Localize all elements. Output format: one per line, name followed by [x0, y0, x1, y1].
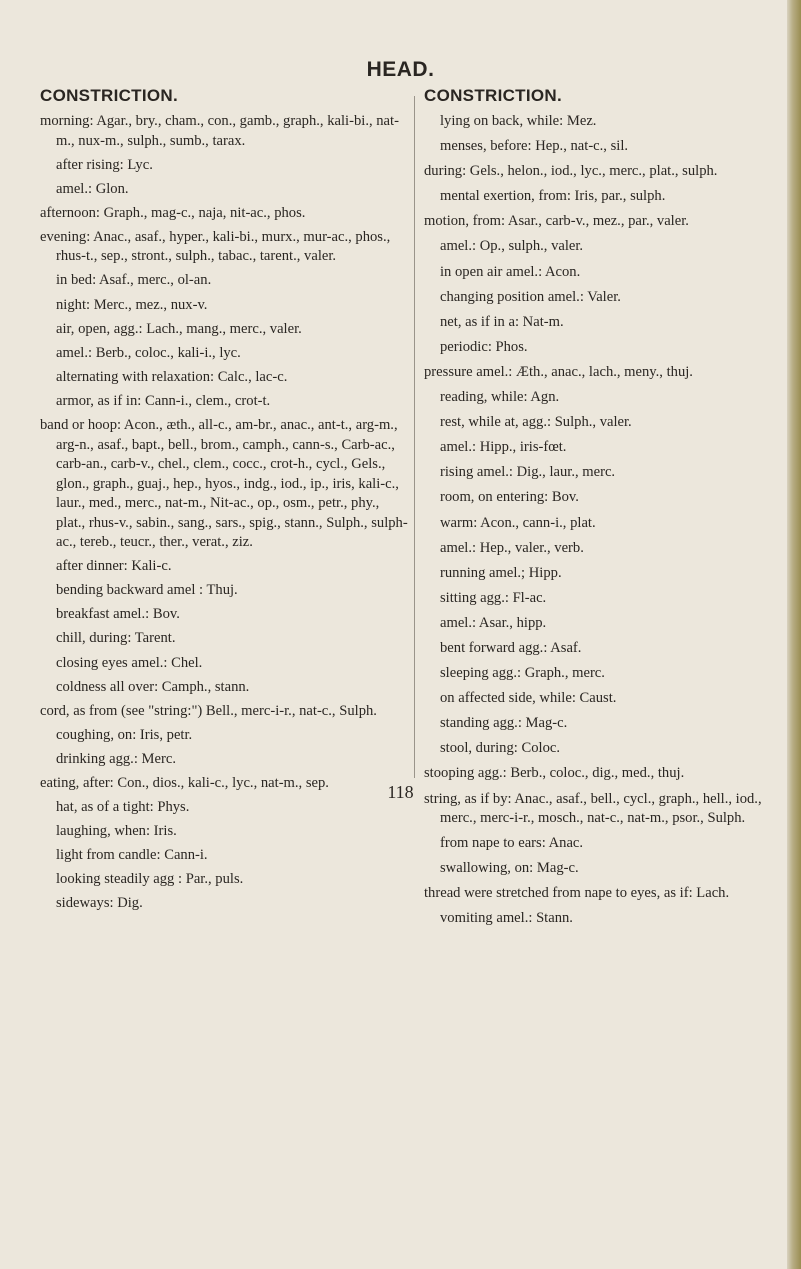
list-item: room, on entering: Bov. — [440, 489, 579, 506]
list-item: after rising: Lyc. — [56, 156, 153, 173]
list-item: bent forward agg.: Asaf. — [440, 639, 582, 656]
list-item: motion, from: Asar., carb-v., mez., par., valer. — [424, 213, 689, 230]
list-item: morning: Agar., bry., cham., con., gamb., graph., kali-bi., nat-m., nux-m., sulph., sumb., tarax. — [40, 113, 399, 149]
list-item: eating, after: Con., dios., kali-c., lyc., nat-m., sep. — [40, 774, 329, 791]
list-item: night: Merc., mez., nux-v. — [56, 296, 208, 313]
list-item: changing position amel.: Valer. — [440, 288, 621, 305]
list-item: pressure amel.: Æth., anac., lach., meny., thuj. — [424, 363, 693, 380]
list-item: net, as if in a: Nat-m. — [440, 313, 564, 330]
list-item: evening: Anac., asaf., hyper., kali-bi., murx., mur-ac., phos., rhus-t., sep., stront., sulph., tabac., tarent., valer. — [40, 228, 391, 265]
list-item: stooping agg.: Berb., coloc., dig., med., thuj. — [424, 765, 685, 782]
list-item: in open air amel.: Acon. — [440, 263, 581, 280]
list-item: laughing, when: Iris. — [56, 823, 177, 840]
list-item: rising amel.: Dig., laur., merc. — [440, 464, 616, 481]
list-item: cord, as from (see "string:") Bell., merc-i-r., nat-c., Sulph. — [40, 702, 377, 719]
list-item: amel.: Berb., coloc., kali-i., lyc. — [56, 344, 241, 361]
page-header: HEAD. — [366, 58, 435, 81]
list-item: amel.: Op., sulph., valer. — [440, 238, 584, 255]
list-item: on affected side, while: Caust. — [440, 690, 617, 707]
list-item: chill, during: Tarent. — [56, 630, 176, 647]
list-item: periodic: Phos. — [440, 338, 528, 355]
list-item: closing eyes amel.: Chel. — [56, 654, 203, 671]
list-item: mental exertion, from: Iris, par., sulph. — [440, 188, 666, 205]
list-item: stool, during: Coloc. — [440, 740, 560, 757]
page-number: 118 — [387, 782, 414, 802]
list-item: light from candle: Cann-i. — [56, 847, 208, 864]
list-item: sideways: Dig. — [56, 895, 143, 912]
list-item: during: Gels., helon., iod., lyc., merc., plat., sulph. — [424, 163, 718, 180]
list-item: string, as if by: Anac., asaf., bell., cycl., graph., hell., iod., merc., merc-i-r., mosch., nat-c., nat-m., psor., Sulph. — [424, 790, 762, 827]
column-divider — [414, 96, 415, 778]
list-item: bending backward amel : Thuj. — [56, 582, 238, 599]
list-item: coughing, on: Iris, petr. — [56, 726, 193, 743]
list-item: running amel.; Hipp. — [440, 564, 562, 581]
list-item: breakfast amel.: Bov. — [56, 606, 180, 623]
list-item: alternating with relaxation: Calc., lac-c. — [56, 368, 288, 385]
list-item: vomiting amel.: Stann. — [440, 910, 573, 927]
list-item: thread were stretched from nape to eyes, as if: Lach. — [424, 885, 730, 902]
list-item: armor, as if in: Cann-i., clem., crot-t. — [56, 392, 271, 409]
right-column-heading: CONSTRICTION. — [424, 86, 563, 105]
list-item: swallowing, on: Mag-c. — [440, 860, 579, 877]
list-item: sitting agg.: Fl-ac. — [440, 589, 547, 606]
list-item: rest, while at, agg.: Sulph., valer. — [440, 414, 632, 431]
list-item: standing agg.: Mag-c. — [440, 715, 568, 732]
list-item: amel.: Asar., hipp. — [440, 614, 547, 631]
list-item: drinking agg.: Merc. — [56, 750, 176, 767]
list-item: coldness all over: Camph., stann. — [56, 678, 250, 695]
list-item: sleeping agg.: Graph., merc. — [440, 665, 605, 682]
list-item: from nape to ears: Anac. — [440, 835, 584, 852]
list-item: amel.: Hipp., iris-fœt. — [440, 439, 567, 456]
list-item: reading, while: Agn. — [440, 389, 560, 406]
list-item: after dinner: Kali-c. — [56, 558, 172, 575]
list-item: warm: Acon., cann-i., plat. — [440, 514, 596, 531]
list-item: afternoon: Graph., mag-c., naja, nit-ac., phos. — [40, 204, 306, 221]
list-item: menses, before: Hep., nat-c., sil. — [440, 138, 629, 155]
list-item: air, open, agg.: Lach., mang., merc., valer. — [56, 320, 302, 337]
list-item: amel.: Hep., valer., verb. — [440, 539, 584, 556]
list-item: amel.: Glon. — [56, 180, 129, 197]
list-item: looking steadily agg : Par., puls. — [56, 871, 244, 888]
left-column-heading: CONSTRICTION. — [40, 86, 179, 105]
list-item: band or hoop: Acon., æth., all-c., am-br., anac., ant-t., arg-m., arg-n., asaf., bapt., bell., brom., camph., cann-s., Carb-ac., carb-an., carb-v., chel., clem., cocc., crot-h., cycl., Gels., glon., graph., guaj., hep., hyos., indg., iod., ip., iris, kali-c., laur., med., merc., nat-m., Nit-ac., op., osm., petr., phy., plat., rhus-v., sabin., sang., sars., spig., stann., Sulph., sulph-ac., tereb., teucr., ther., verat., ziz. — [40, 417, 408, 551]
list-item: hat, as of a tight: Phys. — [56, 799, 190, 816]
right-column — [424, 86, 792, 935]
list-item: lying on back, while: Mez. — [440, 113, 597, 129]
list-item: in bed: Asaf., merc., ol-an. — [56, 272, 212, 289]
